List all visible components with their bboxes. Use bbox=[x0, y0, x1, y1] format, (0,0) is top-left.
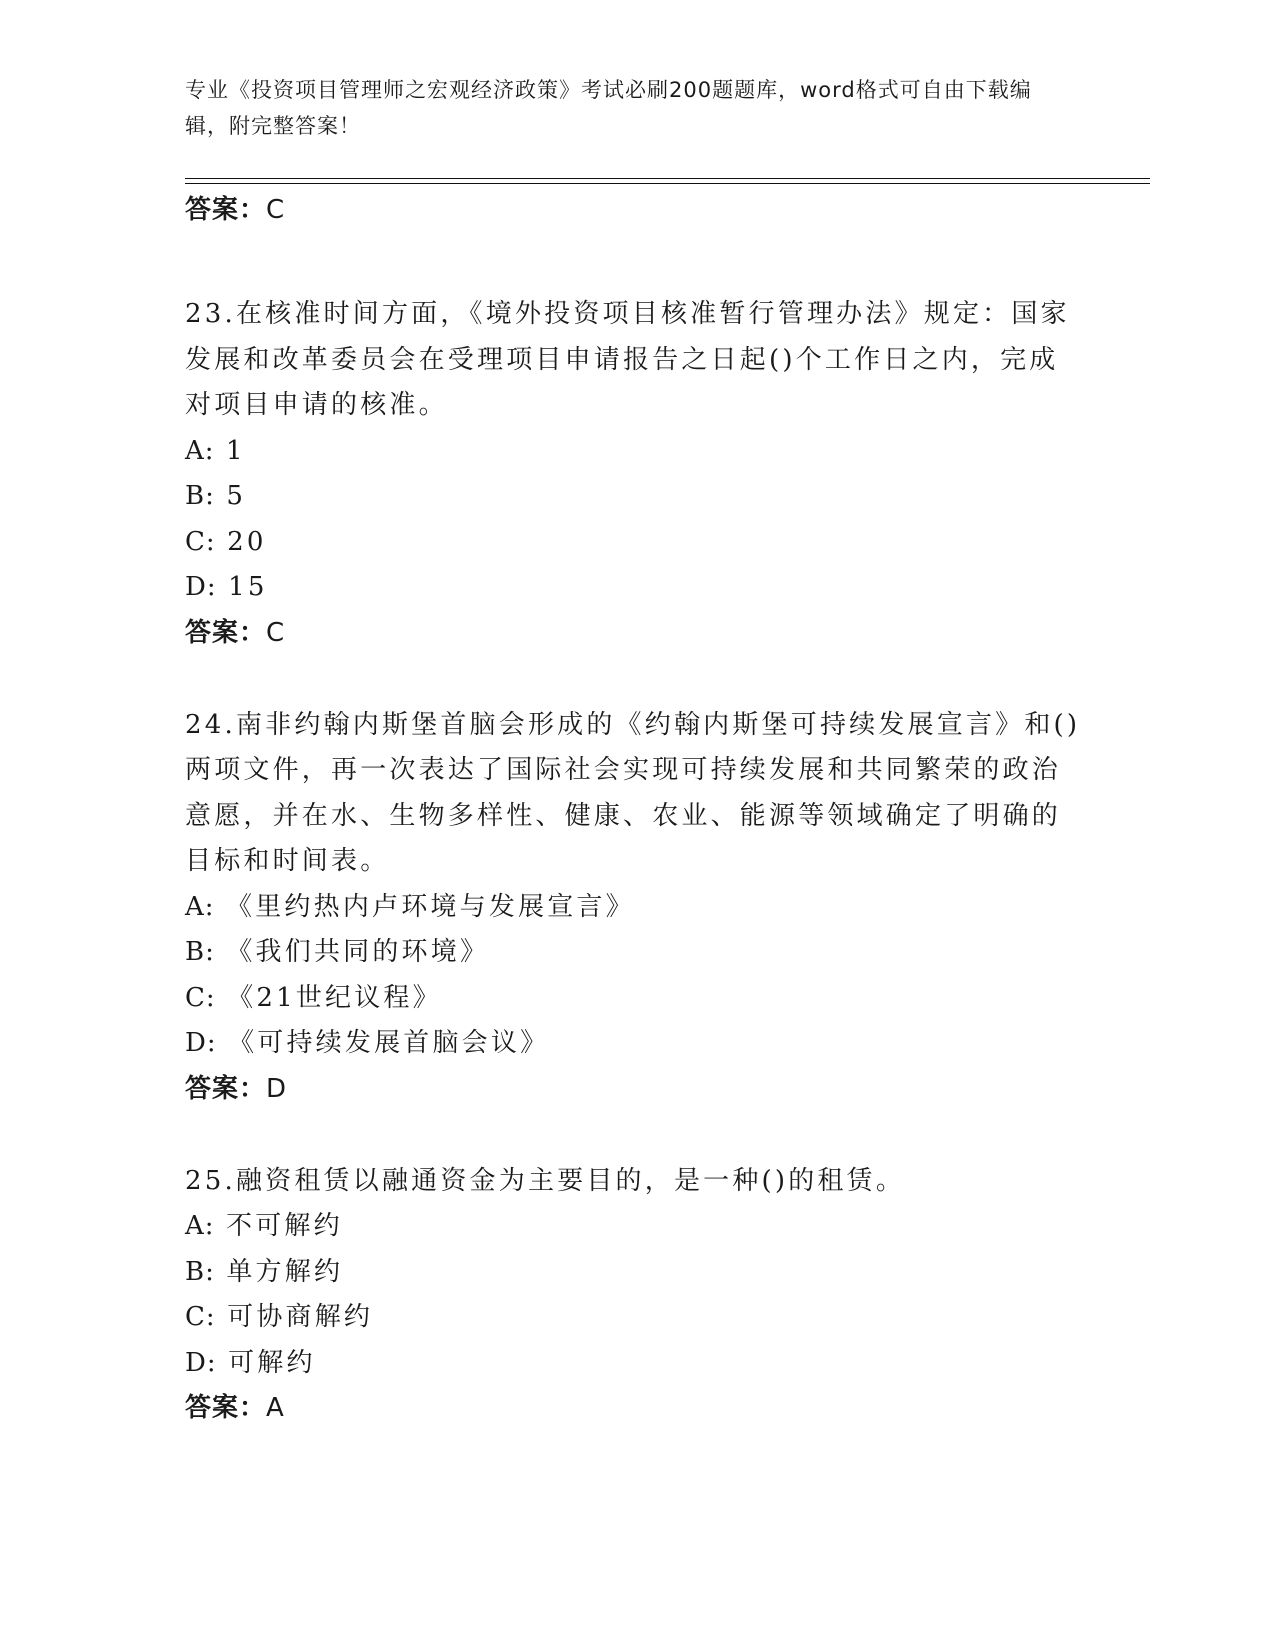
header-rule-top bbox=[185, 178, 1150, 179]
option-letter: C: bbox=[185, 526, 216, 557]
option-b bbox=[185, 1250, 1085, 1296]
option-d bbox=[185, 565, 1085, 611]
option-text: 5 bbox=[226, 481, 247, 511]
option-letter: D: bbox=[185, 572, 217, 602]
answer-line bbox=[185, 1069, 1085, 1109]
option-letter: B: bbox=[185, 1256, 215, 1287]
answer-label: 答案： bbox=[185, 1073, 267, 1104]
option-a bbox=[185, 1204, 1085, 1250]
answer-line bbox=[185, 613, 1085, 653]
option-text: 1 bbox=[226, 435, 246, 466]
option-a bbox=[185, 885, 1085, 931]
option-letter: D: bbox=[185, 1028, 217, 1058]
question-stem: 23.在核准时间方面，《境外投资项目核准暂行管理办法》规定：国家发展和改革委员会在受理项目申请报告之日起()个工作日之内，完成对项目申请的核准。 bbox=[185, 299, 1070, 420]
option-letter: C: bbox=[185, 982, 216, 1013]
option-text: 单方解约 bbox=[226, 1256, 344, 1287]
answer-label: 答案： bbox=[185, 617, 267, 648]
option-c bbox=[185, 1295, 1085, 1341]
answer-line bbox=[185, 1388, 1085, 1428]
option-text: 《里约热内卢环境与发展宣言》 bbox=[226, 891, 635, 922]
answer-label: 答案： bbox=[185, 195, 267, 225]
option-text: 《可持续发展首脑会议》 bbox=[228, 1028, 550, 1058]
answer-line bbox=[185, 190, 1085, 230]
option-a bbox=[185, 429, 1085, 475]
header-rule-bottom bbox=[185, 183, 1150, 184]
option-text: 15 bbox=[228, 572, 268, 602]
answer-value: C bbox=[266, 617, 286, 648]
option-b bbox=[185, 474, 1085, 520]
option-letter: B: bbox=[185, 481, 215, 511]
option-d bbox=[185, 1341, 1085, 1387]
question-24 bbox=[185, 703, 1085, 1109]
answer-value: C bbox=[266, 195, 286, 225]
option-text: 20 bbox=[227, 526, 267, 557]
answer-value: A bbox=[266, 1393, 285, 1423]
question-stem: 25.融资租赁以融通资金为主要目的，是一种()的租赁。 bbox=[185, 1165, 906, 1196]
option-text: 不可解约 bbox=[226, 1211, 343, 1241]
option-c bbox=[185, 976, 1085, 1022]
answer-value: D bbox=[266, 1073, 288, 1104]
document-header: 专业《投资项目管理师之宏观经济政策》考试必刷200题题库，word格式可自由下载编辑，附完整答案！ bbox=[185, 78, 1032, 138]
question-list bbox=[185, 190, 1085, 1428]
option-text: 《21世纪议程》 bbox=[227, 982, 442, 1013]
option-text: 可协商解约 bbox=[227, 1302, 374, 1332]
option-letter: A: bbox=[185, 435, 215, 466]
question-25 bbox=[185, 1159, 1085, 1429]
question-23 bbox=[185, 292, 1085, 653]
answer-label: 答案： bbox=[185, 1393, 267, 1423]
option-letter: B: bbox=[185, 937, 215, 967]
option-letter: A: bbox=[185, 891, 215, 922]
option-text: 可解约 bbox=[228, 1347, 316, 1378]
option-d bbox=[185, 1021, 1085, 1067]
option-b bbox=[185, 930, 1085, 976]
option-letter: D: bbox=[185, 1347, 217, 1378]
option-letter: A: bbox=[185, 1211, 215, 1241]
question-stem: 24.南非约翰内斯堡首脑会形成的《约翰内斯堡可持续发展宣言》和()两项文件，再一次表达了国际社会实现可持续发展和共同繁荣的政治意愿，并在水、生物多样性、健康、农业、能源等领域确定了明确的目标和时间表。 bbox=[185, 709, 1081, 876]
option-text: 《我们共同的环境》 bbox=[226, 937, 490, 967]
option-c bbox=[185, 520, 1085, 566]
option-letter: C: bbox=[185, 1302, 216, 1332]
